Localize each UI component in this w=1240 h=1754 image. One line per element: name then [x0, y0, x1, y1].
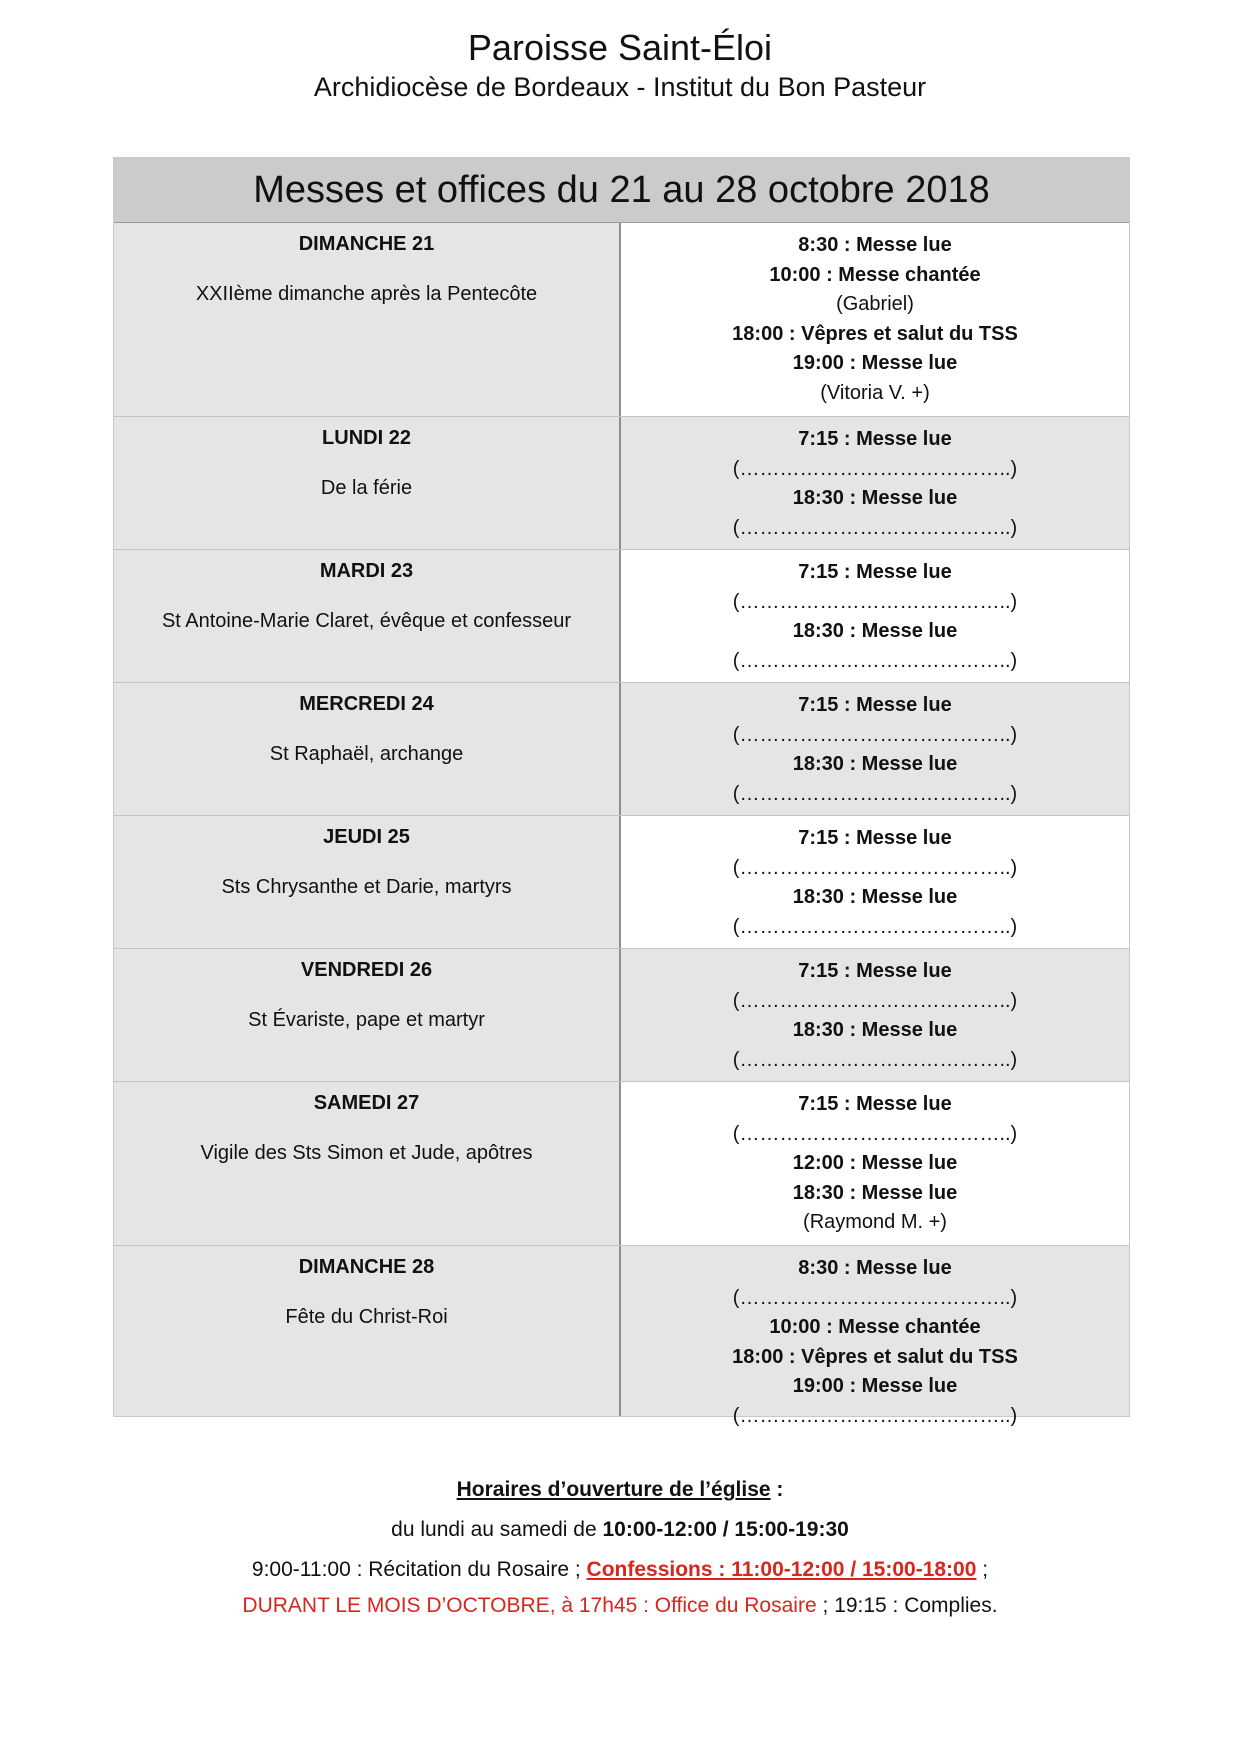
mass-intention: (Vitoria V. +): [820, 381, 930, 404]
mass-time: 18:30 : Messe lue: [792, 886, 958, 908]
day-row: [114, 549, 1129, 682]
mass-time: 18:30 : Messe lue: [792, 487, 958, 509]
day-row: [114, 815, 1129, 948]
mass-intention: (…………………………………..): [732, 723, 1018, 746]
mass-cell: [621, 550, 1129, 682]
schedule-heading: Messes et offices du 21 au 28 octobre 2018: [114, 158, 1129, 223]
mass-cell: [621, 223, 1129, 416]
mass-intention: (…………………………………..): [732, 590, 1018, 613]
mass-time: 19:00 : Messe lue: [792, 1375, 958, 1397]
day-row: [114, 223, 1129, 416]
weekday-hours-value: 10:00-12:00 / 15:00-19:30: [602, 1518, 849, 1541]
day-row: [114, 416, 1129, 549]
mass-intention: (Raymond M. +): [803, 1211, 947, 1233]
mass-time: 18:30 : Messe lue: [792, 1181, 958, 1204]
october-note: DURANT LE MOIS D’OCTOBRE, à 17h45 : Office du Rosaire: [242, 1594, 817, 1617]
opening-hours-title: Horaires d’ouverture de l’église: [456, 1478, 771, 1501]
mass-time: 18:30 : Messe lue: [792, 620, 958, 642]
schedule-rows: [114, 223, 1129, 1427]
day-feast: De la férie: [320, 477, 413, 499]
mass-cell: [621, 683, 1129, 815]
mass-cell: [621, 1246, 1129, 1427]
day-cell: [114, 417, 621, 549]
mass-time: 7:15 : Messe lue: [798, 428, 952, 450]
parish-subtitle: Archidiocèse de Bordeaux - Institut du Bon Pasteur: [313, 72, 927, 102]
mass-time: 7:15 : Messe lue: [798, 1093, 952, 1115]
day-name: LUNDI 22: [322, 427, 411, 449]
day-cell: [114, 949, 621, 1081]
day-feast: St Évariste, pape et martyr: [248, 1009, 485, 1031]
rosary-text: 9:00-11:00 : Récitation du Rosaire ;: [251, 1558, 587, 1581]
page-header: [0, 26, 1240, 104]
day-feast: St Raphaël, archange: [269, 743, 464, 765]
day-row: [114, 948, 1129, 1081]
opening-hours: [0, 1475, 1240, 1621]
october-line: [0, 1591, 1240, 1621]
mass-time: 7:15 : Messe lue: [798, 561, 952, 583]
mass-intention: (…………………………………..): [732, 649, 1018, 672]
mass-intention: (…………………………………..): [732, 457, 1018, 480]
day-name: MARDI 23: [319, 560, 414, 582]
day-name: SAMEDI 27: [313, 1092, 420, 1114]
day-cell: [114, 683, 621, 815]
mass-intention: (…………………………………..): [732, 915, 1018, 938]
parish-title: Paroisse Saint-Éloi: [467, 27, 773, 68]
day-name: DIMANCHE 21: [298, 233, 435, 255]
day-row: [114, 1245, 1129, 1427]
day-name: JEUDI 25: [323, 826, 410, 848]
weekday-hours-line: [0, 1515, 1240, 1545]
mass-time: 8:30 : Messe lue: [798, 234, 952, 256]
weekday-hours-prefix: du lundi au samedi de: [391, 1518, 603, 1541]
day-feast: Fête du Christ-Roi: [285, 1306, 448, 1328]
mass-time: 7:15 : Messe lue: [798, 694, 952, 716]
mass-intention: (…………………………………..): [732, 782, 1018, 805]
mass-intention: (…………………………………..): [732, 1404, 1018, 1427]
mass-time: 7:15 : Messe lue: [798, 960, 952, 982]
day-feast: XXIIème dimanche après la Pentecôte: [195, 283, 538, 305]
day-feast: St Antoine-Marie Claret, évêque et confesseur: [161, 610, 572, 632]
mass-intention: (…………………………………..): [732, 989, 1018, 1012]
mass-time: 18:00 : Vêpres et salut du TSS: [732, 322, 1018, 345]
mass-time: 10:00 : Messe chantée: [769, 263, 981, 286]
day-cell: [114, 550, 621, 682]
day-name: DIMANCHE 28: [298, 1256, 435, 1278]
day-name: VENDREDI 26: [300, 959, 433, 981]
mass-cell: [621, 816, 1129, 948]
opening-hours-title-suffix: :: [770, 1478, 784, 1501]
mass-time: 18:00 : Vêpres et salut du TSS: [732, 1345, 1018, 1368]
day-name: MERCREDI 24: [299, 693, 434, 715]
mass-cell: [621, 417, 1129, 549]
day-cell: [114, 816, 621, 948]
mass-time: 18:30 : Messe lue: [792, 753, 958, 775]
confessions-text: Confessions : 11:00-12:00 / 15:00-18:00: [586, 1558, 977, 1581]
mass-time: 19:00 : Messe lue: [792, 352, 958, 374]
compline-text: ; 19:15 : Complies.: [816, 1594, 998, 1617]
mass-time: 7:15 : Messe lue: [798, 827, 952, 849]
mass-intention: (…………………………………..): [732, 516, 1018, 539]
day-cell: [114, 1082, 621, 1245]
mass-intention: (…………………………………..): [732, 1286, 1018, 1309]
day-cell: [114, 223, 621, 416]
mass-intention: (…………………………………..): [732, 856, 1018, 879]
day-row: [114, 1081, 1129, 1245]
rosary-confessions-line: [0, 1555, 1240, 1585]
mass-time: 18:30 : Messe lue: [792, 1019, 958, 1041]
mass-time: 10:00 : Messe chantée: [769, 1316, 981, 1338]
mass-cell: [621, 1082, 1129, 1245]
mass-schedule-table: [113, 157, 1130, 1427]
day-cell: [114, 1246, 621, 1416]
confessions-suffix: ;: [976, 1558, 989, 1581]
day-row: [114, 682, 1129, 815]
mass-intention: (…………………………………..): [732, 1048, 1018, 1071]
mass-cell: [621, 949, 1129, 1081]
mass-intention: (…………………………………..): [732, 1122, 1018, 1145]
day-feast: Sts Chrysanthe et Darie, martyrs: [221, 876, 512, 898]
mass-time: 12:00 : Messe lue: [792, 1152, 958, 1174]
mass-intention: (Gabriel): [836, 293, 914, 315]
day-feast: Vigile des Sts Simon et Jude, apôtres: [200, 1142, 533, 1164]
mass-time: 8:30 : Messe lue: [798, 1257, 952, 1279]
